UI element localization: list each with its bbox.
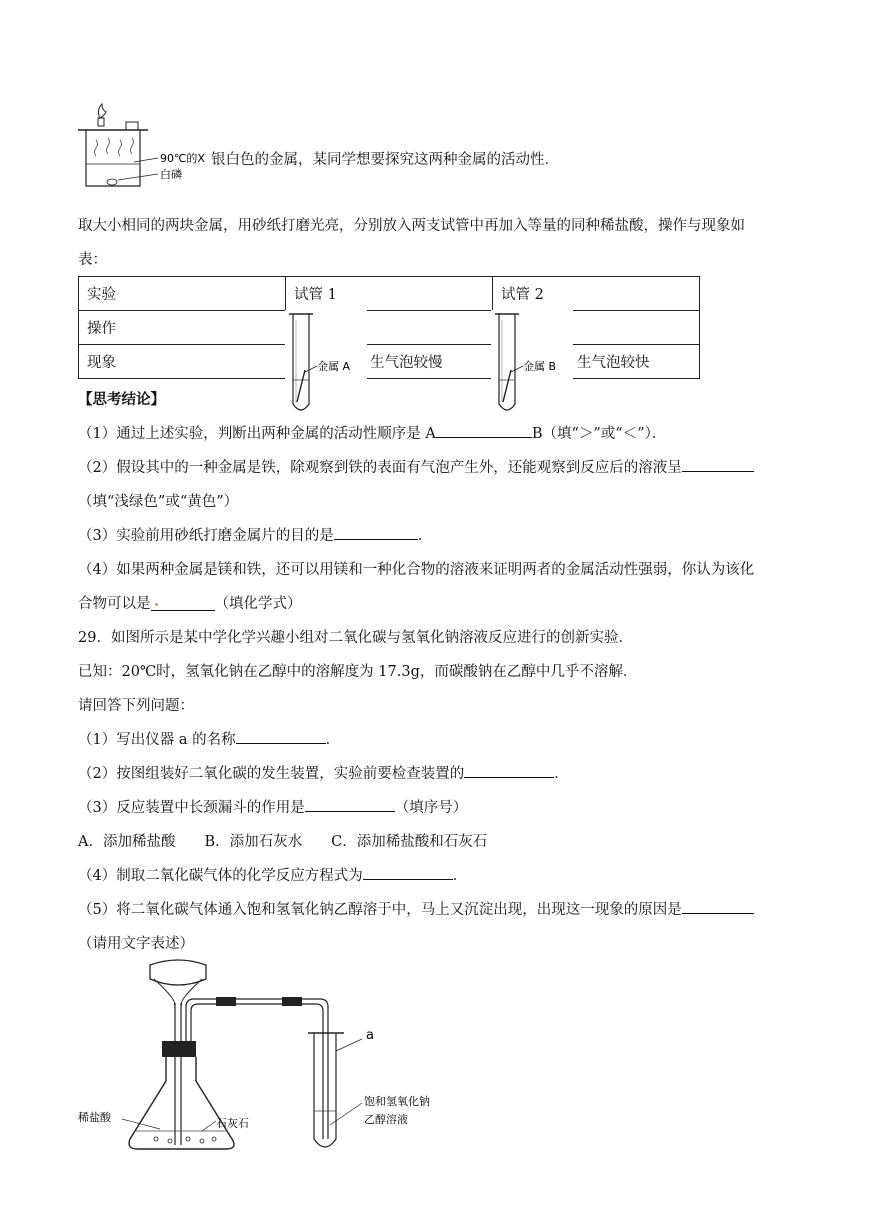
table-header-experiment: 实验 — [79, 277, 286, 311]
experiment-table — [78, 276, 700, 379]
marker-dot — [155, 603, 158, 606]
table-row-operation: 操作 — [79, 311, 286, 345]
question-2-cont: （填“浅绿色”或“黄色”） — [78, 494, 239, 510]
test-tube-2 — [491, 310, 573, 418]
intro-fragment: 银白色的金属，某同学想要探究这两种金属的活动性． — [211, 152, 559, 168]
sub-question-2: （2）按图组装好二氧化碳的发生装置，实验前要检查装置的 ． — [78, 762, 569, 783]
question-4-cont: 合物可以是 （填化学式） — [78, 596, 302, 612]
question-3: （3）实验前用砂纸打磨金属片的目的是 ． — [78, 524, 432, 545]
answer-blank[interactable] — [305, 797, 395, 812]
sub-question-5: （5）将二氧化碳气体通入饱和氢氧化钠乙醇溶于中，马上又沉淀出现，出现这一现象的原因是 — [78, 898, 754, 919]
procedure-text: 取大小相同的两块金属，用砂纸打磨光亮，分别放入两支试管中再加入等量的同种稀盐酸，操作与现象如 — [78, 218, 745, 234]
table-header-tube2: 试管 2 — [493, 277, 700, 311]
answer-blank[interactable] — [334, 525, 418, 540]
apparatus-figure — [78, 955, 598, 1165]
answer-blank[interactable] — [682, 899, 754, 914]
problem-29: 29．如图所示是某中学化学兴趣小组对二氧化碳与氢氧化钠溶液反应进行的创新实验． — [78, 630, 633, 646]
label-a: a — [366, 1028, 374, 1043]
sub-question-3: （3）反应装置中长颈漏斗的作用是 （填序号） — [78, 796, 467, 817]
answer-blank[interactable] — [363, 865, 453, 880]
burner-figure — [78, 98, 218, 198]
answer-blank[interactable] — [464, 763, 554, 778]
label-limestone: 石灰石 — [216, 1117, 249, 1130]
table-row-phenomenon: 现象 — [79, 345, 286, 379]
table-header-tube1: 试管 1 — [286, 277, 493, 311]
tube2-label: 金属 B — [523, 360, 557, 373]
tube2-phenomenon: 生气泡较快 — [493, 345, 700, 379]
burner-label-p: 白磷 — [160, 168, 182, 181]
answer-blank[interactable] — [436, 423, 532, 438]
tube1-phenomenon: 生气泡较慢 — [286, 345, 493, 379]
sub-question-1: （1）写出仪器 a 的名称 ． — [78, 728, 340, 749]
options: A．添加稀盐酸 B．添加石灰水 C．添加稀盐酸和石灰石 — [78, 834, 488, 850]
answer-blank[interactable] — [151, 596, 215, 611]
question-2: （2）假设其中的一种金属是铁，除观察到铁的表面有气泡产生外，还能观察到反应后的溶液呈 — [78, 456, 754, 477]
label-acid: 稀盐酸 — [78, 1111, 111, 1124]
question-4: （4）如果两种金属是镁和铁，还可以用镁和一种化合物的溶液来证明两者的金属活动性强弱，你认为该化 — [78, 562, 755, 578]
answer-prompt: 请回答下列问题： — [78, 698, 194, 714]
procedure-text-cont: 表： — [78, 252, 107, 268]
tube1-label: 金属 A — [317, 360, 351, 373]
conclusion-heading: 【思考结论】 — [78, 391, 165, 408]
burner-label-x: 90℃的X — [160, 152, 205, 165]
label-solution-2: 乙醇溶液 — [364, 1113, 408, 1126]
label-solution-1: 饱和氢氧化钠 — [364, 1095, 430, 1108]
answer-blank[interactable] — [682, 457, 754, 472]
answer-blank[interactable] — [236, 729, 326, 744]
known-condition: 已知：20℃时，氢氧化钠在乙醇中的溶解度为 17.3g，而碳酸钠在乙醇中几乎不溶解． — [78, 664, 638, 680]
question-1: （1）通过上述实验，判断出两种金属的活动性顺序是 A B（填“＞”或“＜”）． — [78, 422, 666, 443]
test-tube-1 — [285, 310, 367, 418]
sub-question-5-cont: （请用文字表述） — [78, 936, 194, 952]
sub-question-4: （4）制取二氧化碳气体的化学反应方程式为 ． — [78, 864, 467, 885]
